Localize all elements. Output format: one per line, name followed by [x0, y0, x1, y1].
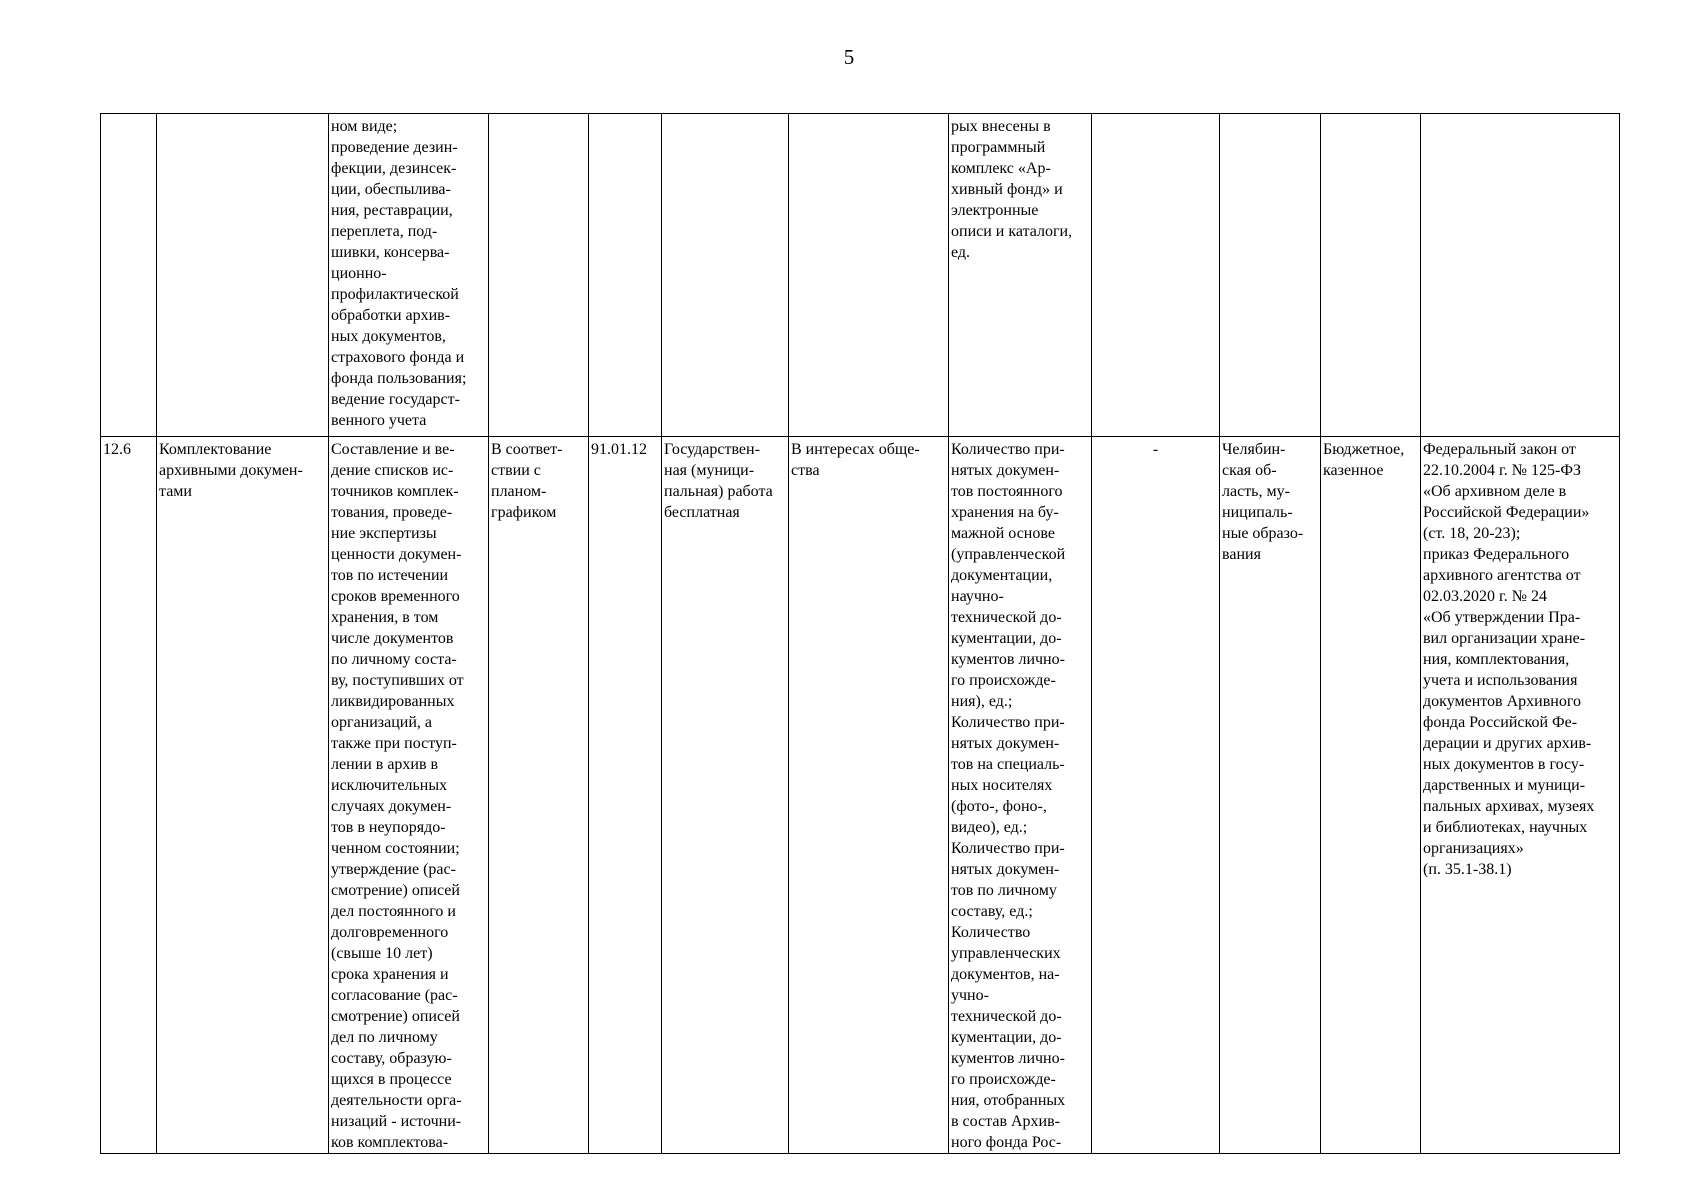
cell-okved-code: 91.01.12 [589, 437, 662, 1154]
cell-service-name: Комплектование архивными докумен- тами [157, 437, 329, 1154]
cell-content: Составление и ве- дение списков ис- точников комплек- тования, проведе- ние экспертизы ценности докумен- тов по истечении сроков временного хранения, в том числе документов по личному соста- ву, поступивших от ликвидированных организаций, а также при поступ- лении в архив в исключительных случаях докумен- тов в неупорядо- ченном состоянии; утверждение (рас- смотрение) описей дел постоянного и долговременного (свыше 10 лет) срока хранения и согласование (рас- смотрение) описей дел по личному составу, образую- щихся в процессе деятельности орга- низаций - источни- ков комплектова- [329, 437, 489, 1154]
cell-legal-basis: Федеральный закон от 22.10.2004 г. № 125-ФЗ «Об архивном деле в Российской Федерации» (ст. 18, 20-23); приказ Федерального архивного агентства от 02.03.2020 г. № 24 «Об утверждении Пра- вил организации хране- ния, комплектования, учета и использования документов Архивного фонда Российской Фе- дерации и других архив- ных документов в госу- дарственных и муници- пальных архивах, музеях и библиотеках, научных организациях» (п. 35.1-38.1) [1421, 437, 1620, 1154]
cell-content: ном виде; проведение дезин- фекции, дезинсек- ции, обеспылива- ния, реставрации, переплета, под- шивки, консерва- ционно- профилактической обработки архив- ных документов, страхового фонда и фонда пользования; ведение государст- венного учета [329, 114, 489, 437]
cell-territory: Челябин- ская об- ласть, му- ниципаль- ные образо- вания [1220, 437, 1321, 1154]
cell-work-type [662, 114, 789, 437]
cell-territory [1220, 114, 1321, 437]
cell-conditions: В соответ- ствии с планом- графиком [489, 437, 589, 1154]
cell-institution-type [1321, 114, 1421, 437]
cell-number [101, 114, 157, 437]
cell-consumers [789, 114, 949, 437]
cell-consumers: В интересах обще- ства [789, 437, 949, 1154]
cell-work-type: Государствен- ная (муници- пальная) работа бесплатная [662, 437, 789, 1154]
cell-service-name [157, 114, 329, 437]
table-row [101, 114, 1620, 437]
cell-volume-indicators: Количество при- нятых докумен- тов постоянного хранения на бу- мажной основе (управленческой документации, научно- технической до- кументации, до- кументов лично- го происхожде- ния), ед.; Количество при- нятых докумен- тов на специаль- ных носителях (фото-, фоно-, видео), ед.; Количество при- нятых докумен- тов по личному составу, ед.; Количество управленческих документов, на- учно- технической до- кументации, до- кументов лично- го происхожде- ния, отобранных в состав Архив- ного фонда Рос- [949, 437, 1092, 1154]
cell-quality-indicators: - [1092, 437, 1220, 1154]
cell-conditions [489, 114, 589, 437]
cell-institution-type: Бюджетное, казенное [1321, 437, 1421, 1154]
cell-quality-indicators [1092, 114, 1220, 437]
registry-table [100, 113, 1620, 1154]
cell-volume-indicators: рых внесены в программный комплекс «Ар- хивный фонд» и электронные описи и каталоги, ед. [949, 114, 1092, 437]
cell-okved-code [589, 114, 662, 437]
cell-legal-basis [1421, 114, 1620, 437]
table-row [101, 437, 1620, 1154]
page-number: 5 [843, 45, 855, 69]
cell-number: 12.6 [101, 437, 157, 1154]
